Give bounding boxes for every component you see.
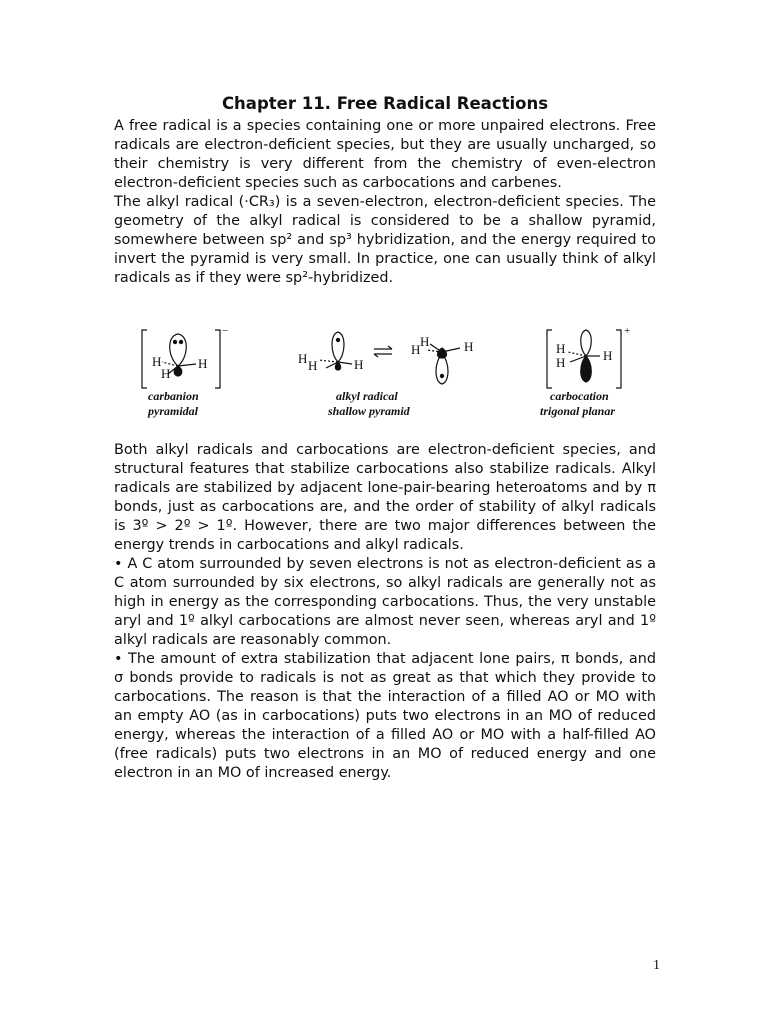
chapter-title: Chapter 11. Free Radical Reactions (221, 94, 549, 113)
carbocation-atom-h2: H (556, 355, 566, 370)
carbanion-caption-line1: carbanion (148, 389, 199, 403)
carbocation-atom-h1: H (556, 341, 566, 356)
radical-atom-h2: H (308, 358, 318, 373)
intro-paragraph: A free radical is a species containing one or more unpaired electrons. Free radicals are electron-deficient species, but they are usually uncharged, so their chemistry is very different from the chemistry of even-electron electron-deficient species such as carbocations and carbenes. (114, 118, 656, 191)
radical-atom-h3: H (354, 357, 364, 372)
radical-caption-line1: alkyl radical (336, 389, 398, 403)
intro-text (114, 117, 656, 288)
body-paragraph: Both alkyl radicals and carbocations are electron-deficient species, and structural features that stabilize carbocations also stabilize radicals. Alkyl radicals are stabilized by adjacent lone-pair-bearing heteroatoms and by π bonds, just as carbocations are, and the order of stability of alkyl radicals is 3º > 2º > 1º. However, there are two major differences between the energy trends in carbocations and alkyl radicals. (114, 442, 656, 553)
radical-atom-h5: H (420, 334, 430, 349)
structures-figure (130, 322, 650, 430)
equilibrium-arrows (374, 346, 392, 357)
carbocation-atom-h3: H (603, 348, 613, 363)
carbanion-caption-line2: pyramidal (148, 404, 198, 418)
radical-atom-h6: H (464, 339, 474, 354)
carbanion-atom-h3: H (161, 366, 171, 381)
radical-atom-h1: H (298, 351, 308, 366)
bullet-paragraph: • A C atom surrounded by seven electrons is not as electron-deficient as a C atom surrounded by six electrons, so alkyl radicals are generally not as high in energy as the corresponding carbocations. Thus, the very unstable aryl and 1º alkyl carbocations are almost never seen, whereas aryl and 1º alkyl radicals are reasonably common. (114, 556, 656, 648)
carbanion-atom-h2: H (198, 356, 208, 371)
carbocation-caption-line2: trigonal planar (540, 404, 616, 418)
bullet-paragraph: • The amount of extra stabilization that adjacent lone pairs, π bonds, and σ bonds provide to radicals is not as great as that which they provide to carbocations. The reason is that the interaction of a filled AO or MO with an empty AO (as in carbocations) puts two electrons in an MO of reduced energy, whereas the interaction of a filled AO or MO with a half-filled AO (free radicals) puts two electrons in an MO of reduced energy and one electron in an MO of increased energy. (114, 651, 656, 781)
radical-atom-h4: H (411, 342, 421, 357)
radical-caption-line2: shallow pyramid (328, 404, 410, 418)
radical-structure-right (426, 344, 460, 384)
carbanion-atom-h1: H (152, 354, 162, 369)
intro-paragraph: The alkyl radical (·CR₃) is a seven-electron, electron-deficient species. The geometry of the alkyl radical is considered to be a shallow pyramid, somewhere between sp² and sp³ hybridization, and the energy required to invert the pyramid is very small. In practice, one can usually think of alkyl radicals as if they were sp²-hybridized. (114, 194, 656, 286)
carbocation-charge: + (624, 325, 631, 337)
carbocation-caption-line1: carbocation (550, 389, 609, 403)
body-text (114, 441, 656, 783)
radical-structure-left (318, 332, 352, 370)
structures-diagram (130, 322, 650, 430)
page-number: 1 (653, 958, 660, 973)
carbanion-charge: − (222, 325, 229, 337)
